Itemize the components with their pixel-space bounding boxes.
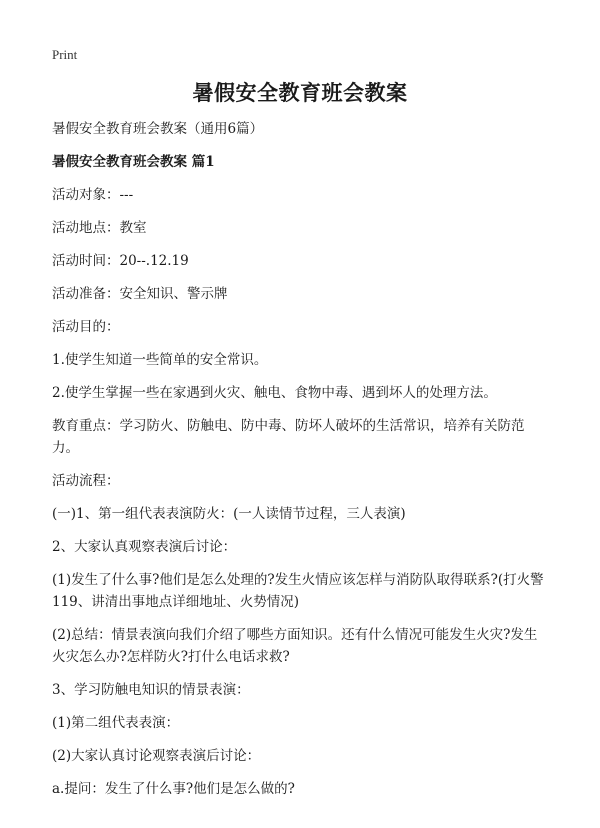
document-body [52,118,548,811]
paragraph: (1)第二组代表表演： [52,715,180,731]
paragraph: 活动对象：--- [52,187,134,203]
paragraph: 教育重点：学习防火、防触电、防中毒、防坏人破坏的生活常识，培养有关防范力。 [52,418,525,456]
paragraph: a.提问：发生了什么事?他们是怎么做的? [52,781,295,797]
paragraph: 活动准备：安全知识、警示牌 [52,286,228,302]
paragraph: (一)1、第一组代表表演防火：(一人读情节过程，三人表演) [52,506,406,522]
paragraph: 活动时间：20--.12.19 [52,253,189,269]
paragraph: 活动目的： [52,319,120,335]
paragraph: 1.使学生知道一些简单的安全常识。 [52,352,268,368]
document-subtitle: 暑假安全教育班会教案（通用6篇） [52,121,264,137]
paragraph: 活动流程： [52,473,120,489]
document-title: 暑假安全教育班会教案 [192,80,408,105]
print-link[interactable]: Print [52,47,78,62]
paragraph: (2)大家认真讨论观察表演后讨论： [52,748,261,764]
paragraph: (1)发生了什么事?他们是怎么处理的?发生火情应该怎样与消防队取得联系?(打火警119、讲清出事地点详细地址、火势情况) [52,572,544,610]
paragraph: (2)总结：情景表演向我们介绍了哪些方面知识。还有什么情况可能发生火灾?发生火灾怎么办?怎样防火?打什么电话求救? [52,627,538,665]
paragraph: 2、大家认真观察表演后讨论： [52,539,237,555]
paragraph: 活动地点：教室 [52,220,147,236]
paragraph: 2.使学生掌握一些在家遇到火灾、触电、食物中毒、遇到坏人的处理方法。 [52,385,497,401]
section-heading: 暑假安全教育班会教案 篇1 [52,154,215,170]
paragraph: 3、学习防触电知识的情景表演： [52,682,250,698]
